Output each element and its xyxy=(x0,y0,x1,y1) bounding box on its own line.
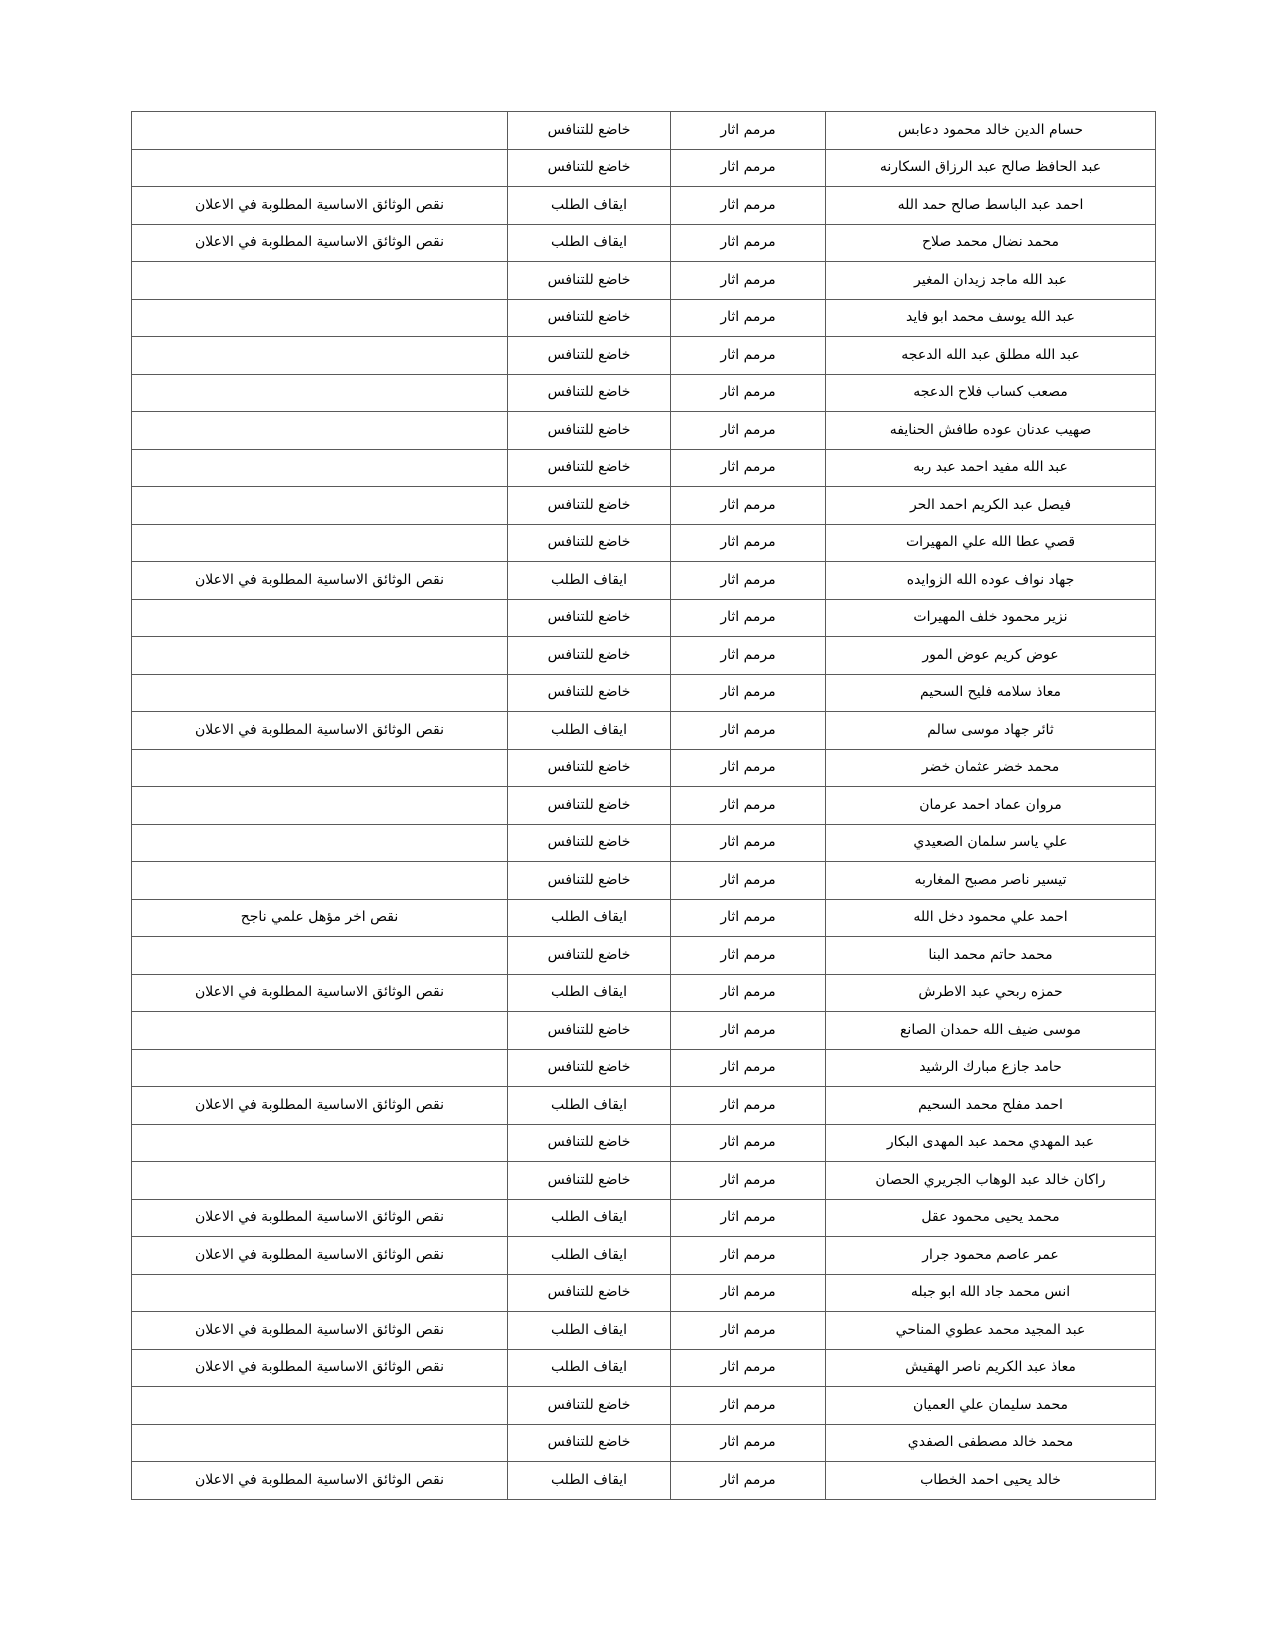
application-status-cell: ايقاف الطلب xyxy=(508,1199,671,1237)
application-status-cell: ايقاف الطلب xyxy=(508,712,671,750)
job-title-cell: مرمم اثار xyxy=(671,599,826,637)
job-title-cell: مرمم اثار xyxy=(671,374,826,412)
note-cell: نقص الوثائق الاساسية المطلوبة في الاعلان xyxy=(132,712,508,750)
note-cell xyxy=(132,112,508,150)
note-cell xyxy=(132,149,508,187)
job-title-cell: مرمم اثار xyxy=(671,787,826,825)
note-cell: نقص اخر مؤهل علمي ناجح xyxy=(132,899,508,937)
applicant-name-cell: علي ياسر سلمان الصعيدي xyxy=(826,824,1156,862)
note-cell: نقص الوثائق الاساسية المطلوبة في الاعلان xyxy=(132,1462,508,1500)
application-status-cell: خاضع للتنافس xyxy=(508,599,671,637)
applicant-name-cell: صهيب عدنان عوده طافش الحنايفه xyxy=(826,412,1156,450)
application-status-cell: خاضع للتنافس xyxy=(508,262,671,300)
job-title-cell: مرمم اثار xyxy=(671,1424,826,1462)
applicant-name-cell: عبد الله مفيد احمد عبد ربه xyxy=(826,449,1156,487)
note-cell xyxy=(132,299,508,337)
table-row xyxy=(132,1312,1156,1350)
application-status-cell: ايقاف الطلب xyxy=(508,1237,671,1275)
applicant-name-cell: موسى ضيف الله حمدان الصانع xyxy=(826,1012,1156,1050)
application-status-cell: خاضع للتنافس xyxy=(508,412,671,450)
table-row xyxy=(132,187,1156,225)
note-cell xyxy=(132,1012,508,1050)
application-status-cell: خاضع للتنافس xyxy=(508,1049,671,1087)
note-cell xyxy=(132,674,508,712)
applicant-name-cell: خالد يحيى احمد الخطاب xyxy=(826,1462,1156,1500)
table-row xyxy=(132,599,1156,637)
note-cell xyxy=(132,449,508,487)
note-cell: نقص الوثائق الاساسية المطلوبة في الاعلان xyxy=(132,187,508,225)
applicant-name-cell: قصي عطا الله علي المهيرات xyxy=(826,524,1156,562)
applicant-name-cell: انس محمد جاد الله ابو جبله xyxy=(826,1274,1156,1312)
job-title-cell: مرمم اثار xyxy=(671,1274,826,1312)
job-title-cell: مرمم اثار xyxy=(671,412,826,450)
job-title-cell: مرمم اثار xyxy=(671,224,826,262)
applicant-name-cell: معاذ سلامه فليح السحيم xyxy=(826,674,1156,712)
job-title-cell: مرمم اثار xyxy=(671,524,826,562)
job-title-cell: مرمم اثار xyxy=(671,112,826,150)
applicant-name-cell: عبد الله مطلق عبد الله الدعجه xyxy=(826,337,1156,375)
application-status-cell: خاضع للتنافس xyxy=(508,524,671,562)
application-status-cell: خاضع للتنافس xyxy=(508,487,671,525)
note-cell xyxy=(132,1124,508,1162)
table-row xyxy=(132,787,1156,825)
application-status-cell: ايقاف الطلب xyxy=(508,899,671,937)
job-title-cell: مرمم اثار xyxy=(671,1312,826,1350)
note-cell xyxy=(132,787,508,825)
applicant-name-cell: عبد الله ماجد زيدان المغير xyxy=(826,262,1156,300)
table-row xyxy=(132,374,1156,412)
table-row xyxy=(132,112,1156,150)
table-row xyxy=(132,637,1156,675)
application-status-cell: خاضع للتنافس xyxy=(508,1124,671,1162)
applicants-table-body xyxy=(132,112,1156,1500)
job-title-cell: مرمم اثار xyxy=(671,824,826,862)
application-status-cell: خاضع للتنافس xyxy=(508,1424,671,1462)
job-title-cell: مرمم اثار xyxy=(671,637,826,675)
applicants-table xyxy=(131,111,1156,1500)
application-status-cell: خاضع للتنافس xyxy=(508,374,671,412)
note-cell xyxy=(132,1162,508,1200)
table-row xyxy=(132,149,1156,187)
application-status-cell: خاضع للتنافس xyxy=(508,1274,671,1312)
table-row xyxy=(132,974,1156,1012)
applicant-name-cell: جهاد نواف عوده الله الزوايده xyxy=(826,562,1156,600)
note-cell xyxy=(132,862,508,900)
applicant-name-cell: عوض كريم عوض المور xyxy=(826,637,1156,675)
applicant-name-cell: حامد جازع مبارك الرشيد xyxy=(826,1049,1156,1087)
applicant-name-cell: راكان خالد عبد الوهاب الجريري الحصان xyxy=(826,1162,1156,1200)
table-row xyxy=(132,224,1156,262)
note-cell xyxy=(132,412,508,450)
application-status-cell: ايقاف الطلب xyxy=(508,1087,671,1125)
note-cell: نقص الوثائق الاساسية المطلوبة في الاعلان xyxy=(132,1087,508,1125)
note-cell xyxy=(132,1387,508,1425)
job-title-cell: مرمم اثار xyxy=(671,899,826,937)
job-title-cell: مرمم اثار xyxy=(671,1162,826,1200)
application-status-cell: خاضع للتنافس xyxy=(508,674,671,712)
note-cell: نقص الوثائق الاساسية المطلوبة في الاعلان xyxy=(132,1312,508,1350)
note-cell: نقص الوثائق الاساسية المطلوبة في الاعلان xyxy=(132,974,508,1012)
application-status-cell: خاضع للتنافس xyxy=(508,1012,671,1050)
applicant-name-cell: حسام الدين خالد محمود دعابس xyxy=(826,112,1156,150)
note-cell: نقص الوثائق الاساسية المطلوبة في الاعلان xyxy=(132,1349,508,1387)
application-status-cell: خاضع للتنافس xyxy=(508,937,671,975)
note-cell xyxy=(132,824,508,862)
table-row xyxy=(132,1087,1156,1125)
note-cell xyxy=(132,262,508,300)
application-status-cell: خاضع للتنافس xyxy=(508,862,671,900)
job-title-cell: مرمم اثار xyxy=(671,1199,826,1237)
table-row xyxy=(132,1049,1156,1087)
note-cell xyxy=(132,524,508,562)
note-cell xyxy=(132,1274,508,1312)
application-status-cell: ايقاف الطلب xyxy=(508,1349,671,1387)
job-title-cell: مرمم اثار xyxy=(671,262,826,300)
job-title-cell: مرمم اثار xyxy=(671,862,826,900)
applicant-name-cell: محمد سليمان علي العميان xyxy=(826,1387,1156,1425)
job-title-cell: مرمم اثار xyxy=(671,1237,826,1275)
job-title-cell: مرمم اثار xyxy=(671,562,826,600)
application-status-cell: ايقاف الطلب xyxy=(508,1462,671,1500)
table-row xyxy=(132,674,1156,712)
job-title-cell: مرمم اثار xyxy=(671,1124,826,1162)
job-title-cell: مرمم اثار xyxy=(671,449,826,487)
job-title-cell: مرمم اثار xyxy=(671,974,826,1012)
note-cell: نقص الوثائق الاساسية المطلوبة في الاعلان xyxy=(132,1199,508,1237)
document-page xyxy=(131,111,1155,1500)
table-row xyxy=(132,299,1156,337)
note-cell xyxy=(132,374,508,412)
application-status-cell: خاضع للتنافس xyxy=(508,449,671,487)
table-row xyxy=(132,824,1156,862)
applicant-name-cell: محمد نضال محمد صلاح xyxy=(826,224,1156,262)
table-row xyxy=(132,1387,1156,1425)
applicant-name-cell: مروان عماد احمد عرمان xyxy=(826,787,1156,825)
applicant-name-cell: محمد يحيى محمود عقل xyxy=(826,1199,1156,1237)
application-status-cell: ايقاف الطلب xyxy=(508,1312,671,1350)
table-row xyxy=(132,1274,1156,1312)
applicant-name-cell: احمد علي محمود دخل الله xyxy=(826,899,1156,937)
application-status-cell: ايقاف الطلب xyxy=(508,562,671,600)
table-row xyxy=(132,862,1156,900)
job-title-cell: مرمم اثار xyxy=(671,1462,826,1500)
applicant-name-cell: محمد خالد مصطفى الصفدي xyxy=(826,1424,1156,1462)
applicant-name-cell: فيصل عبد الكريم احمد الحر xyxy=(826,487,1156,525)
application-status-cell: خاضع للتنافس xyxy=(508,787,671,825)
table-row xyxy=(132,262,1156,300)
application-status-cell: خاضع للتنافس xyxy=(508,112,671,150)
note-cell xyxy=(132,599,508,637)
table-row xyxy=(132,899,1156,937)
applicant-name-cell: عبد الله يوسف محمد ابو فايد xyxy=(826,299,1156,337)
job-title-cell: مرمم اثار xyxy=(671,1087,826,1125)
table-row xyxy=(132,1462,1156,1500)
application-status-cell: خاضع للتنافس xyxy=(508,299,671,337)
job-title-cell: مرمم اثار xyxy=(671,1387,826,1425)
application-status-cell: خاضع للتنافس xyxy=(508,1162,671,1200)
table-row xyxy=(132,1199,1156,1237)
applicant-name-cell: عبد المجيد محمد عطوي المناحي xyxy=(826,1312,1156,1350)
note-cell: نقص الوثائق الاساسية المطلوبة في الاعلان xyxy=(132,562,508,600)
note-cell xyxy=(132,1424,508,1462)
application-status-cell: خاضع للتنافس xyxy=(508,824,671,862)
applicant-name-cell: حمزه ربحي عبد الاطرش xyxy=(826,974,1156,1012)
application-status-cell: خاضع للتنافس xyxy=(508,749,671,787)
applicant-name-cell: معاذ عبد الكريم ناصر الهقيش xyxy=(826,1349,1156,1387)
table-row xyxy=(132,1349,1156,1387)
applicant-name-cell: مصعب كساب فلاح الدعجه xyxy=(826,374,1156,412)
table-row xyxy=(132,1012,1156,1050)
table-row xyxy=(132,1162,1156,1200)
table-row xyxy=(132,1424,1156,1462)
job-title-cell: مرمم اثار xyxy=(671,937,826,975)
applicant-name-cell: احمد مفلح محمد السحيم xyxy=(826,1087,1156,1125)
note-cell xyxy=(132,337,508,375)
application-status-cell: ايقاف الطلب xyxy=(508,974,671,1012)
job-title-cell: مرمم اثار xyxy=(671,1049,826,1087)
job-title-cell: مرمم اثار xyxy=(671,187,826,225)
job-title-cell: مرمم اثار xyxy=(671,1349,826,1387)
table-row xyxy=(132,487,1156,525)
applicant-name-cell: محمد خضر عثمان خضر xyxy=(826,749,1156,787)
job-title-cell: مرمم اثار xyxy=(671,149,826,187)
table-row xyxy=(132,712,1156,750)
table-row xyxy=(132,524,1156,562)
application-status-cell: خاضع للتنافس xyxy=(508,149,671,187)
note-cell: نقص الوثائق الاساسية المطلوبة في الاعلان xyxy=(132,224,508,262)
table-row xyxy=(132,449,1156,487)
application-status-cell: خاضع للتنافس xyxy=(508,637,671,675)
application-status-cell: ايقاف الطلب xyxy=(508,187,671,225)
applicant-name-cell: تيسير ناصر مصبح المغاربه xyxy=(826,862,1156,900)
application-status-cell: ايقاف الطلب xyxy=(508,224,671,262)
note-cell xyxy=(132,1049,508,1087)
table-row xyxy=(132,562,1156,600)
application-status-cell: خاضع للتنافس xyxy=(508,1387,671,1425)
note-cell xyxy=(132,637,508,675)
job-title-cell: مرمم اثار xyxy=(671,749,826,787)
applicant-name-cell: عبد الحافظ صالح عبد الرزاق السكارنه xyxy=(826,149,1156,187)
table-row xyxy=(132,412,1156,450)
applicant-name-cell: ثائر جهاد موسى سالم xyxy=(826,712,1156,750)
table-row xyxy=(132,337,1156,375)
note-cell xyxy=(132,937,508,975)
applicant-name-cell: عبد المهدي محمد عبد المهدى البكار xyxy=(826,1124,1156,1162)
applicant-name-cell: عمر عاصم محمود جرار xyxy=(826,1237,1156,1275)
applicant-name-cell: محمد حاتم محمد البنا xyxy=(826,937,1156,975)
job-title-cell: مرمم اثار xyxy=(671,712,826,750)
note-cell xyxy=(132,487,508,525)
job-title-cell: مرمم اثار xyxy=(671,1012,826,1050)
job-title-cell: مرمم اثار xyxy=(671,337,826,375)
table-row xyxy=(132,1237,1156,1275)
table-row xyxy=(132,1124,1156,1162)
table-row xyxy=(132,937,1156,975)
applicant-name-cell: نزير محمود خلف المهيرات xyxy=(826,599,1156,637)
job-title-cell: مرمم اثار xyxy=(671,487,826,525)
job-title-cell: مرمم اثار xyxy=(671,299,826,337)
note-cell xyxy=(132,749,508,787)
table-row xyxy=(132,749,1156,787)
application-status-cell: خاضع للتنافس xyxy=(508,337,671,375)
job-title-cell: مرمم اثار xyxy=(671,674,826,712)
note-cell: نقص الوثائق الاساسية المطلوبة في الاعلان xyxy=(132,1237,508,1275)
applicant-name-cell: احمد عبد الباسط صالح حمد الله xyxy=(826,187,1156,225)
